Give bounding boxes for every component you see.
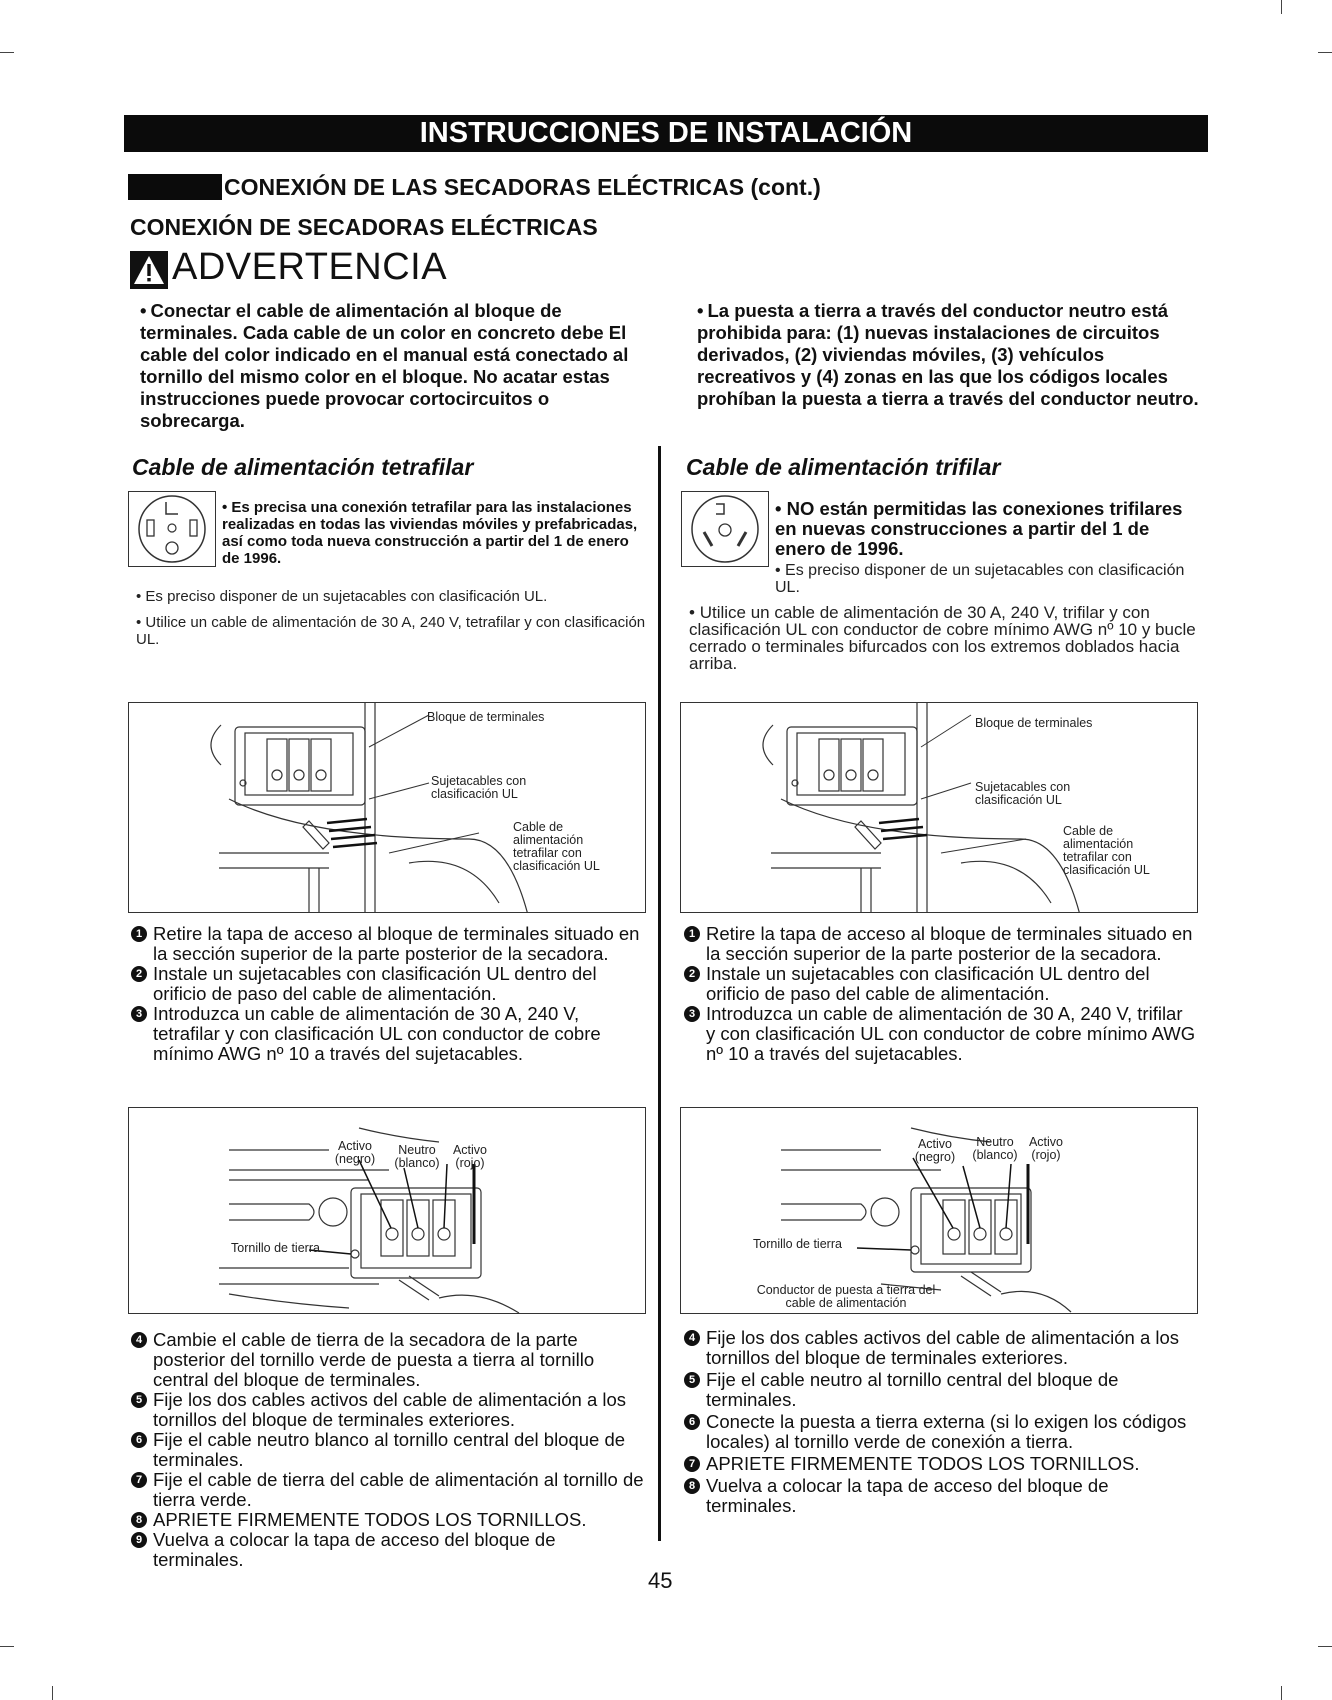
step-number: 4 <box>684 1330 700 1346</box>
step-number: 2 <box>684 966 700 982</box>
step-1 <box>131 924 641 964</box>
step-text: Vuelva a colocar la tapa de acceso del bloque de terminales. <box>706 1475 1109 1516</box>
step-number: 8 <box>131 1512 147 1528</box>
terminal-block-illustration <box>681 703 1197 912</box>
right-bullet-1: • Utilice un cable de alimentación de 30 A, 240 V, trifilar y con clasificación UL con conductor de cobre mínimo AWG nº 10 y bucle cerrado o terminales bifurcados con los extremos doblados hacia arriba. <box>689 603 1196 673</box>
step-text: Retire la tapa de acceso al bloque de terminales situado en la sección superior de la parte posterior de la secadora. <box>153 923 640 964</box>
step-text: APRIETE FIRMEMENTE TODOS LOS TORNILLOS. <box>153 1509 587 1530</box>
left-plug-note: • Es precisa una conexión tetrafilar para las instalaciones realizadas en todas las viviendas móviles y prefabricadas, así como toda nueva construcción a partir del 1 de enero de 1996. <box>222 499 638 567</box>
section-title: CONEXIÓN DE LAS SECADORAS ELÉCTRICAS (cont.) <box>224 174 821 200</box>
label-active-red: Activo (rojo) <box>1028 1135 1064 1162</box>
step-number: 6 <box>684 1414 700 1430</box>
step-number: 9 <box>131 1532 147 1548</box>
step-8 <box>684 1476 1196 1516</box>
step-2 <box>131 964 641 1004</box>
warning-right-text: La puesta a tierra a través del conductor neutro está prohibida para: (1) nuevas instalaciones de circuitos derivados, (2) viviendas móviles, (3) vehículos recreativos y (4) zonas en las que los códigos locales prohíban la puesta a tierra a través del conductor neutro. <box>697 300 1199 409</box>
label-active-red: Activo (rojo) <box>452 1143 488 1170</box>
step-8 <box>131 1510 646 1530</box>
crop-mark <box>1281 1686 1282 1700</box>
crop-mark <box>0 52 14 53</box>
step-number: 6 <box>131 1432 147 1448</box>
step-text: Introduzca un cable de alimentación de 30 A, 240 V, trifilar y con clasificación UL con conductor de cobre mínimo AWG nº 10 a través del sujetacables. <box>706 1003 1196 1064</box>
label-neutral-white: Neutro (blanco) <box>394 1143 440 1170</box>
step-number: 7 <box>131 1472 147 1488</box>
step-text: Fije los dos cables activos del cable de alimentación a los tornillos del bloque de terminales exteriores. <box>153 1389 627 1430</box>
step-text: APRIETE FIRMEMENTE TODOS LOS TORNILLOS. <box>706 1453 1140 1474</box>
right-plug-subnote: • Es preciso disponer de un sujetacables con clasificación UL. <box>775 562 1185 596</box>
step-text: Fije el cable neutro blanco al tornillo central del bloque de terminales. <box>153 1429 626 1470</box>
left-bullet-2-text: Utilice un cable de alimentación de 30 A, 240 V, tetrafilar y con clasificación UL. <box>136 614 646 648</box>
step-1 <box>684 924 1196 964</box>
label-terminal-block: Bloque de terminales <box>975 716 1093 730</box>
step-text: Conecte la puesta a tierra externa (si lo exigen los códigos locales) al tornillo verde de conexión a tierra. <box>706 1411 1187 1452</box>
step-text: Vuelva a colocar la tapa de acceso del bloque de terminales. <box>153 1529 556 1570</box>
right-plug-subnote-text: Es preciso disponer de un sujetacables con clasificación UL. <box>775 562 1185 596</box>
label-active-black: Activo (negro) <box>914 1137 956 1164</box>
warning-title: ADVERTENCIA <box>172 246 448 288</box>
step-number: 7 <box>684 1456 700 1472</box>
step-9 <box>131 1530 646 1570</box>
left-figure-wiring <box>128 1107 646 1314</box>
left-steps-a <box>131 924 641 1064</box>
page-number: 45 <box>648 1568 673 1593</box>
right-steps-a <box>684 924 1196 1064</box>
step-text: Fije los dos cables activos del cable de alimentación a los tornillos del bloque de terminales exteriores. <box>706 1327 1180 1368</box>
step-number: 3 <box>684 1006 700 1022</box>
terminal-block-illustration <box>129 703 645 912</box>
label-active-black: Activo (negro) <box>334 1139 376 1166</box>
page-banner: INSTRUCCIONES DE INSTALACIÓN <box>124 115 1208 152</box>
warning-triangle-icon <box>130 251 168 289</box>
warning-left: • Conectar el cable de alimentación al bloque de terminales. Cada cable de un color en concreto debe El cable del color indicado en el manual está conectado al tornillo del mismo color en el bloque. No acatar estas instrucciones puede provocar cortocircuitos o sobrecarga. <box>140 300 629 431</box>
three-prong-outlet-icon <box>681 491 769 567</box>
right-heading: Cable de alimentación trifilar <box>686 454 1001 480</box>
step-text: Fije el cable de tierra del cable de alimentación al tornillo de tierra verde. <box>153 1469 644 1510</box>
crop-mark <box>0 1646 14 1647</box>
step-text: Fije el cable neutro al tornillo central del bloque de terminales. <box>706 1369 1119 1410</box>
four-prong-outlet-icon <box>128 491 216 567</box>
crop-mark <box>1318 1646 1332 1647</box>
subsection-title: CONEXIÓN DE SECADORAS ELÉCTRICAS <box>130 214 598 240</box>
left-plug-note-text: Es precisa una conexión tetrafilar para las instalaciones realizadas en todas las viviendas móviles y prefabricadas, así como toda nueva construcción a partir del 1 de enero de 1996. <box>222 499 638 567</box>
right-figure-wiring <box>680 1107 1198 1314</box>
crop-mark <box>1281 0 1282 14</box>
label-cable-clamp: Sujetacables con clasificación UL <box>975 780 1071 807</box>
step-number: 5 <box>684 1372 700 1388</box>
label-terminal-block: Bloque de terminales <box>427 710 545 724</box>
step-7 <box>684 1454 1196 1474</box>
label-power-cord: Cable de alimentación tetrafilar con clasificación UL <box>1063 824 1150 877</box>
step-number: 8 <box>684 1478 700 1494</box>
label-cable-clamp: Sujetacables con clasificación UL <box>431 774 527 801</box>
right-steps-b <box>684 1328 1196 1516</box>
step-number: 4 <box>131 1332 147 1348</box>
right-figure-terminal-block <box>680 702 1198 913</box>
step-5 <box>684 1370 1196 1410</box>
left-steps-b <box>131 1330 646 1570</box>
label-ground-screw: Tornillo de tierra <box>231 1241 320 1255</box>
left-figure-terminal-block <box>128 702 646 913</box>
label-power-cord: Cable de alimentación tetrafilar con clasificación UL <box>513 820 600 873</box>
step-7 <box>131 1470 646 1510</box>
label-neutral-white: Neutro (blanco) <box>972 1135 1018 1162</box>
right-plug-note: • NO están permitidas las conexiones trifilares en nuevas construcciones a partir del 1 de enero de 1996. <box>775 498 1183 559</box>
step-3 <box>684 1004 1196 1064</box>
label-ground-screw: Tornillo de tierra <box>753 1237 842 1251</box>
step-2 <box>684 964 1196 1004</box>
left-bullet-1: • Es preciso disponer de un sujetacables con clasificación UL. <box>136 588 548 605</box>
step-4 <box>131 1330 646 1390</box>
step-number: 5 <box>131 1392 147 1408</box>
wiring-illustration <box>129 1108 645 1313</box>
column-divider <box>658 446 661 1541</box>
step-text: Introduzca un cable de alimentación de 30 A, 240 V, tetrafilar y con clasificación UL con conductor de cobre mínimo AWG nº 10 a través del sujetacables. <box>153 1003 601 1064</box>
warning-right: • La puesta a tierra a través del conductor neutro está prohibida para: (1) nuevas instalaciones de circuitos derivados, (2) viviendas móviles, (3) vehículos recreativos y (4) zonas en las que los códigos locales prohíban la puesta a tierra a través del conductor neutro. <box>697 300 1199 409</box>
step-number: 3 <box>131 1006 147 1022</box>
step-5 <box>131 1390 646 1430</box>
step-text: Instale un sujetacables con clasificación UL dentro del orificio de paso del cable de alimentación. <box>706 963 1150 1004</box>
step-4 <box>684 1328 1196 1368</box>
right-plug-note-text: NO están permitidas las conexiones trifilares en nuevas construcciones a partir del 1 de enero de 1996. <box>775 498 1183 559</box>
left-heading: Cable de alimentación tetrafilar <box>132 454 474 480</box>
step-6 <box>684 1412 1196 1452</box>
step-3 <box>131 1004 641 1064</box>
step-text: Retire la tapa de acceso al bloque de terminales situado en la sección superior de la parte posterior de la secadora. <box>706 923 1193 964</box>
step-text: Instale un sujetacables con clasificación UL dentro del orificio de paso del cable de alimentación. <box>153 963 597 1004</box>
section-marker-bar <box>128 174 222 200</box>
crop-mark <box>52 1686 53 1700</box>
step-number: 2 <box>131 966 147 982</box>
label-ground-conductor: Conductor de puesta a tierra del cable de alimentación <box>756 1283 936 1310</box>
left-bullet-2: • Utilice un cable de alimentación de 30 A, 240 V, tetrafilar y con clasificación UL. <box>136 614 646 648</box>
warning-left-text: Conectar el cable de alimentación al bloque de terminales. Cada cable de un color en concreto debe El cable del color indicado en el manual está conectado al tornillo del mismo color en el bloque. No acatar estas instrucciones puede provocar cortocircuitos o sobrecarga. <box>140 300 629 431</box>
step-number: 1 <box>131 926 147 942</box>
step-number: 1 <box>684 926 700 942</box>
step-text: Cambie el cable de tierra de la secadora de la parte posterior del tornillo verde de puesta a tierra al tornillo central del bloque de terminales. <box>153 1329 595 1390</box>
right-bullet-1-text: Utilice un cable de alimentación de 30 A, 240 V, trifilar y con clasificación UL con conductor de cobre mínimo AWG nº 10 y bucle cerrado o terminales bifurcados con los extremos doblados hacia arriba. <box>689 603 1196 673</box>
left-bullet-1-text: Es preciso disponer de un sujetacables con clasificación UL. <box>145 588 548 605</box>
step-6 <box>131 1430 646 1470</box>
crop-mark <box>1318 52 1332 53</box>
